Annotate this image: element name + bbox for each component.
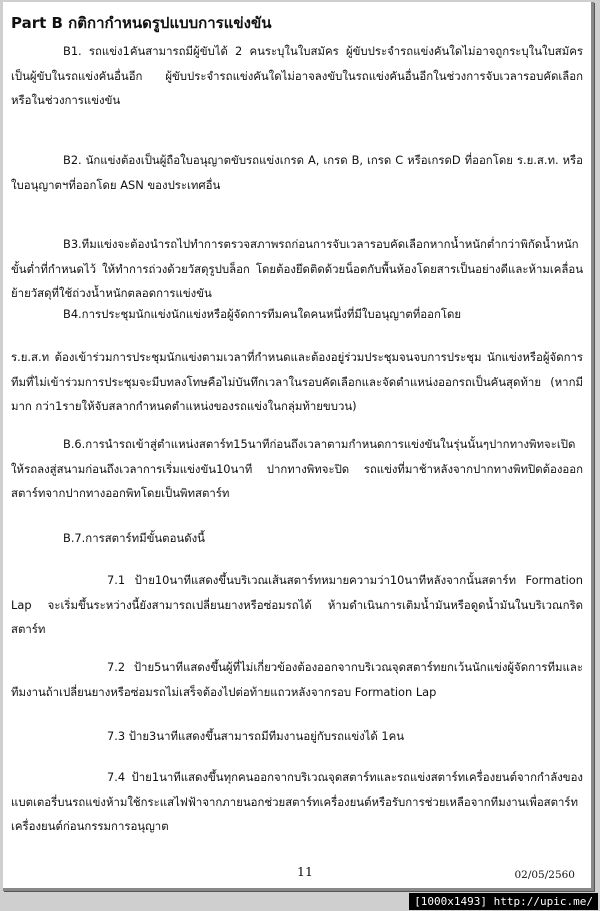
paragraph-b4: B4.การประชุมนักแข่งนักแข่งหรือผู้จัดการทีมคนใดคนหนึ่งที่มีใบอนุญาตที่ออกโดย xyxy=(63,307,462,321)
page-number: 11 xyxy=(297,864,313,879)
paragraph-b3: B3.ทีมแข่งจะต้องนำรถไปทำการตรวจสภาพรถก่อนการจับเวลารอบคัดเลือกหากน้ำหนักต่ำกว่าพิกัดน้ำหนักขั้นต่ำที่กำหนดไว้ ให้ทำการถ่วงด้วยวัสดุรูปบล็อก โดยต้องยึดติดด้วยน็อตกับพื้นห้องโดยสารเป็นอย่างดีและห้ามเคลื่อนย้ายวัสดุที่ใช้ถ่วงน้ำหนักตลอดการแข่งขัน xyxy=(11,237,583,300)
paragraph-7-4: 7.4 ป้าย1นาทีแสดงขึ้นทุกคนออกจากบริเวณจุดสตาร์ทและรถแข่งสตาร์ทเครื่องยนต์จากกำลังของแบตเตอรี่บนรถแข่งห้ามใช้กระแสไฟฟ้าจากภายนอกช่วยสตาร์ทเครื่องยนต์หรือรับการช่วยเหลือจากทีมงานเพื่อสตาร์ทเครื่องยนต์ก่อนกรรมการอนุญาต xyxy=(11,770,583,833)
paragraph-b1: B1. รถแข่ง1คันสามารถมีผู้ขับได้ 2 คนระบุในใบสมัคร ผู้ขับประจำรถแข่งคันใดไม่อาจถูกระบุในใบสมัครเป็นผู้ขับในรถแข่งคันอื่นอีก ผู้ขับประจำรถแข่งคันใดไม่อาจลงขับในรถแข่งคันอื่นอีกในช่วงการจับเวลารอบคัดเลือกหรือในช่วงการแข่งขัน xyxy=(11,44,583,107)
section-heading: Part B กติกากำหนดรูปแบบการแข่งขัน xyxy=(11,14,272,32)
upload-watermark: [1000x1493] http://upic.me/ xyxy=(409,893,598,910)
paragraph-7-3: 7.3 ป้าย3นาทีแสดงขึ้นสามารถมีทีมงานอยู่กับรถแข่งได้ 1คน xyxy=(107,729,405,743)
document-date: 02/05/2560 xyxy=(514,869,575,881)
paragraph-b6: B.6.การนำรถเข้าสู่ตำแหน่งสตาร์ท15นาทีก่อนถึงเวลาตามกำหนดการแข่งขันในรุ่นนั้นๆปากทางพิทจะเปิดให้รถลงสู่สนามก่อนถึงเวลาการเริ่มแข่งขัน10นาที ปากทางพิทจะปิด รถแข่งที่มาช้าหลังจากปากทางพิทปิดต้องออกสตาร์ทจากปากทางออกพิทโดยเป็นพิทสตาร์ท xyxy=(11,437,583,500)
document-page xyxy=(3,2,594,891)
paragraph-b2: B2. นักแข่งต้องเป็นผู้ถือใบอนุญาตขับรถแข่งเกรด A, เกรด B, เกรด C หรือเกรดD ที่ออกโดย ร.ย.ส.ท. หรือใบอนุญาตฯที่ออกโดย ASN ของประเทศอื่น xyxy=(11,153,583,192)
paragraph-b7: B.7.การสตาร์ทมีขั้นตอนดังนี้ xyxy=(63,531,205,545)
paragraph-7-2: 7.2 ป้าย5นาทีแสดงขึ้นผู้ที่ไม่เกี่ยวข้องต้องออกจากบริเวณจุดสตาร์ทยกเว้นนักแข่งผู้จัดการทีมและทีมงานถ้าเปลี่ยนยางหรือซ่อมรถไม่เสร็จต้องไปต่อท้ายแถวหลังจากรอบ Formation Lap xyxy=(11,660,583,699)
paragraph-b4-continued: ร.ย.ส.ท ต้องเข้าร่วมการประชุมนักแข่งตามเวลาที่กำหนดและต้องอยู่ร่วมประชุมจนจบการประชุม นักแข่งหรือผู้จัดการทีมที่ไม่เข้าร่วมการประชุมจะมีบทลงโทษคือไม่บันทึกเวลาในรอบคัดเลือกและจัดตำแหน่งออกรถเป็นคันสุดท้าย (หากมีมาก กว่า1รายให้จับสลากกำหนดตำแหน่งของรถแข่งในกลุ่มท้ายขบวน) xyxy=(11,350,583,413)
paragraph-7-1: 7.1 ป้าย10นาทีแสดงขึ้นบริเวณเส้นสตาร์ทหมายความว่า10นาทีหลังจากนั้นสตาร์ท Formation Lap จะเริ่มขึ้นระหว่างนี้ยังสามารถเปลี่ยนยางหรือซ่อมรถได้ ห้ามดำเนินการเติมน้ำมันหรือดูดน้ำมันในบริเวณกริดสตาร์ท xyxy=(11,573,583,636)
